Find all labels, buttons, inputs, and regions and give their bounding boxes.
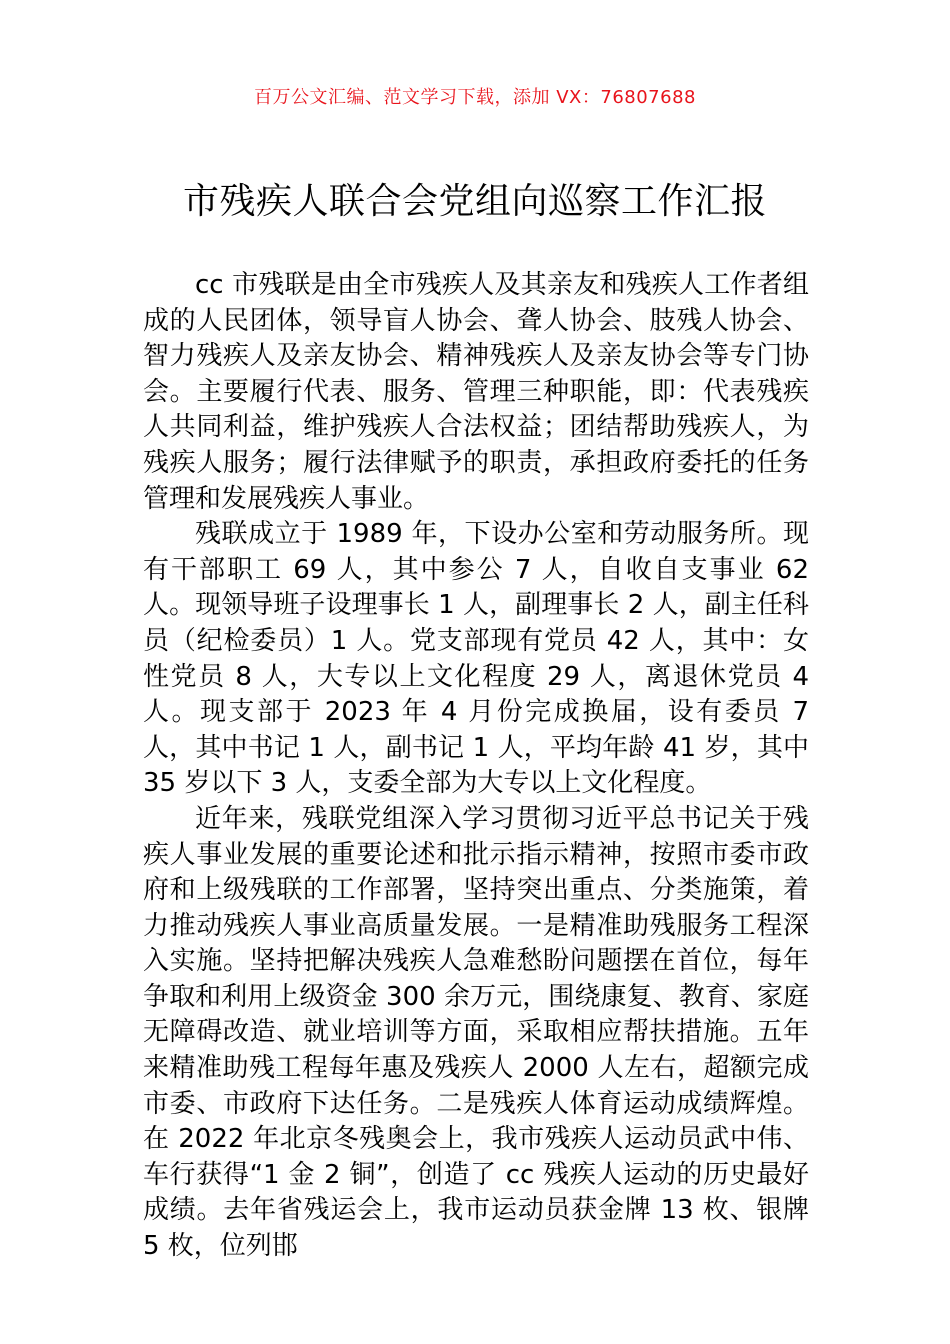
document-title: 市残疾人联合会党组向巡察工作汇报 [182,181,767,222]
paragraph-organization: 残联成立于 1989 年，下设办公室和劳动服务所。现有干部职工 69 人，其中参公 7 人，自收自支事业 62 人。现领导班子设理事长 1 人，副理事长 2 人，副主任科员（纪检委员）1 人。党支部现有党员 42 人，其中：女性党员 8 人，大专以上文化程度 29 人，离退休党员 4 人。现支部于 2023 年 4 月份完成换届，设有委员 7 人，其中书记 1 人，副书记 1 人，平均年龄 41 岁，其中 35 岁以下 3 人，支委全部为大专以上文化程度。 [143,519,809,799]
paragraph-intro: cc 市残联是由全市残疾人及其亲友和残疾人工作者组成的人民团体，领导盲人协会、聋人协会、肢残人协会、智力残疾人及亲友协会、精神残疾人及亲友协会等专门协会。主要履行代表、服务、管理三种职能，即：代表残疾人共同利益，维护残疾人合法权益；团结帮助残疾人，为残疾人服务；履行法律赋予的职责，承担政府委托的任务管理和发展残疾人事业。 [143,270,809,514]
paragraph-achievements: 近年来，残联党组深入学习贯彻习近平总书记关于残疾人事业发展的重要论述和批示指示精神，按照市委市政府和上级残联的工作部署，坚持突出重点、分类施策，着力推动残疾人事业高质量发展。一是精准助残服务工程深入实施。坚持把解决残疾人急难愁盼问题摆在首位，每年争取和利用上级资金 300 余万元，围绕康复、教育、家庭无障碍改造、就业培训等方面，采取相应帮扶措施。五年来精准助残工程每年惠及残疾人 2000 人左右，超额完成市委、市政府下达任务。二是残疾人体育运动成绩辉煌。在 2022 年北京冬残奥会上，我市残疾人运动员武中伟、车行获得“1 金 2 铜”，创造了 cc 残疾人运动的历史最好成绩。去年省残运会上，我市运动员获金牌 13 枚、银牌 5 枚，位列邯 [143,803,809,1262]
document-body [143,268,809,1265]
header-watermark-note: 百万公文汇编、范文学习下载，添加 VX：76807688 [254,87,696,108]
